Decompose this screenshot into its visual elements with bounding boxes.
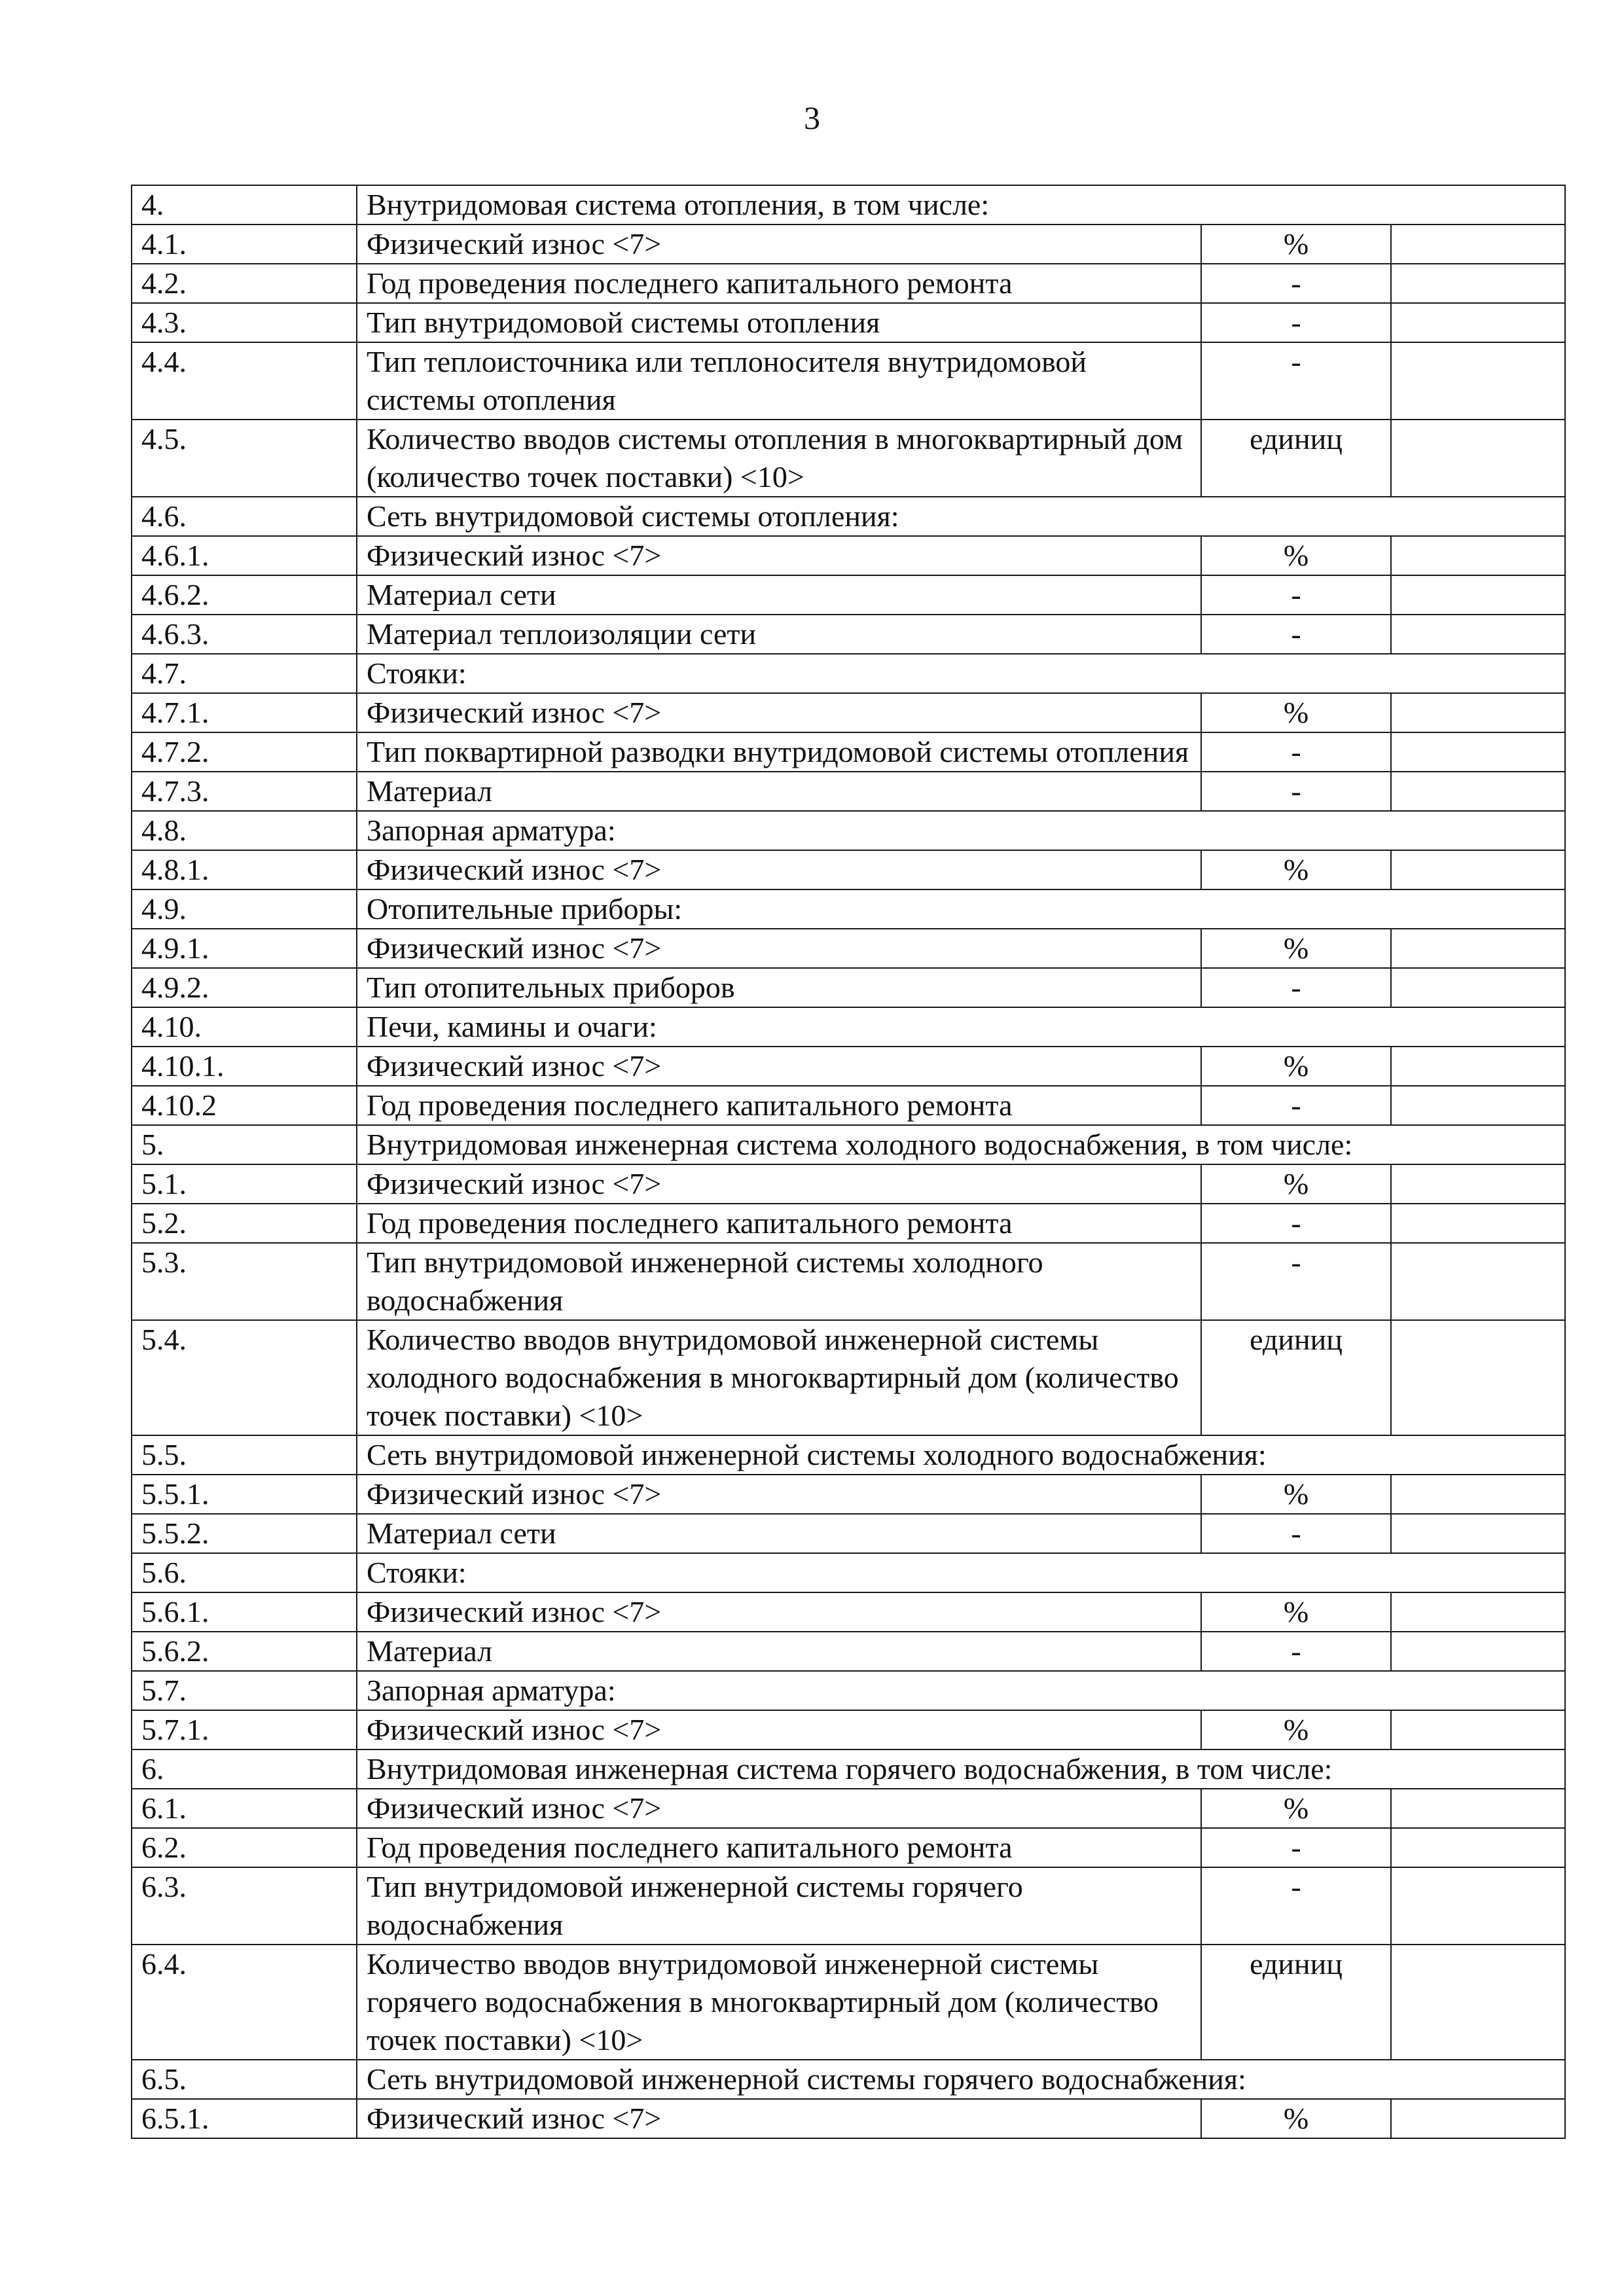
row-unit: единиц: [1201, 1945, 1391, 2060]
row-unit: %: [1201, 693, 1391, 732]
row-number: 4.6.: [132, 497, 357, 536]
row-name: Внутридомовая система отопления, в том числе:: [357, 185, 1565, 224]
row-name: Запорная арматура:: [357, 811, 1565, 850]
table-row: [132, 1867, 1565, 1945]
row-name: Год проведения последнего капитального ремонта: [357, 1828, 1201, 1867]
row-name: Запорная арматура:: [357, 1671, 1565, 1710]
row-value-field[interactable]: [1391, 1632, 1565, 1671]
table-row: [132, 1592, 1565, 1632]
row-name: Материал: [357, 772, 1201, 811]
row-value-field[interactable]: [1391, 224, 1565, 264]
row-number: 5.5.2.: [132, 1514, 357, 1553]
row-number: 5.4.: [132, 1320, 357, 1435]
row-value-field[interactable]: [1391, 1514, 1565, 1553]
row-number: 6.4.: [132, 1945, 357, 2060]
table-row: [132, 1204, 1565, 1243]
table-row: [132, 929, 1565, 968]
row-name: Материал сети: [357, 575, 1201, 615]
table-row: [132, 732, 1565, 772]
row-name: Физический износ <7>: [357, 536, 1201, 575]
table-section-row: [132, 654, 1565, 693]
row-value-field[interactable]: [1391, 575, 1565, 615]
row-name: Физический износ <7>: [357, 1475, 1201, 1514]
row-name: Материал теплоизоляции сети: [357, 615, 1201, 654]
table-section-row: [132, 1749, 1565, 1789]
row-number: 6.3.: [132, 1867, 357, 1945]
table-row: [132, 693, 1565, 732]
row-value-field[interactable]: [1391, 772, 1565, 811]
row-number: 4.4.: [132, 342, 357, 420]
row-name: Тип отопительных приборов: [357, 968, 1201, 1007]
row-number: 4.9.2.: [132, 968, 357, 1007]
row-name: Физический износ <7>: [357, 1710, 1201, 1749]
row-number: 4.1.: [132, 224, 357, 264]
row-name: Физический износ <7>: [357, 850, 1201, 889]
table-row: [132, 1047, 1565, 1086]
row-value-field[interactable]: [1391, 342, 1565, 420]
row-number: 5.3.: [132, 1243, 357, 1320]
table-row: [132, 968, 1565, 1007]
row-name: Физический износ <7>: [357, 1592, 1201, 1632]
row-number: 5.6.2.: [132, 1632, 357, 1671]
passport-table: [131, 185, 1566, 2139]
row-number: 4.2.: [132, 264, 357, 303]
table-row: [132, 536, 1565, 575]
row-unit: -: [1201, 1514, 1391, 1553]
row-value-field[interactable]: [1391, 1243, 1565, 1320]
row-unit: -: [1201, 264, 1391, 303]
table-section-row: [132, 497, 1565, 536]
table-row: [132, 1086, 1565, 1125]
row-value-field[interactable]: [1391, 1828, 1565, 1867]
table-section-row: [132, 2060, 1565, 2099]
row-name: Физический износ <7>: [357, 693, 1201, 732]
row-number: 4.8.1.: [132, 850, 357, 889]
table-section-row: [132, 1553, 1565, 1592]
table-row: [132, 850, 1565, 889]
row-name: Печи, камины и очаги:: [357, 1007, 1565, 1047]
table-row: [132, 1710, 1565, 1749]
row-name: Сеть внутридомовой системы отопления:: [357, 497, 1565, 536]
table-row: [132, 1320, 1565, 1435]
row-name: Сеть внутридомовой инженерной системы горячего водоснабжения:: [357, 2060, 1565, 2099]
row-name: Количество вводов внутридомовой инженерной системы горячего водоснабжения в многоквартирный дом (количество точек поставки) <10>: [357, 1945, 1201, 2060]
row-unit: -: [1201, 772, 1391, 811]
table-row: [132, 1789, 1565, 1828]
row-unit: %: [1201, 1789, 1391, 1828]
row-value-field[interactable]: [1391, 929, 1565, 968]
row-value-field[interactable]: [1391, 1867, 1565, 1945]
row-value-field[interactable]: [1391, 420, 1565, 497]
row-name: Материал сети: [357, 1514, 1201, 1553]
row-number: 4.7.: [132, 654, 357, 693]
row-name: Стояки:: [357, 654, 1565, 693]
row-name: Тип внутридомовой инженерной системы холодного водоснабжения: [357, 1243, 1201, 1320]
row-value-field[interactable]: [1391, 303, 1565, 342]
table-section-row: [132, 889, 1565, 929]
row-value-field[interactable]: [1391, 1320, 1565, 1435]
row-name: Сеть внутридомовой инженерной системы холодного водоснабжения:: [357, 1435, 1565, 1475]
row-name: Материал: [357, 1632, 1201, 1671]
table-section-row: [132, 1125, 1565, 1164]
table-row: [132, 1828, 1565, 1867]
page-number: 3: [804, 99, 820, 136]
row-value-field[interactable]: [1391, 615, 1565, 654]
table-row: [132, 772, 1565, 811]
row-value-field[interactable]: [1391, 2099, 1565, 2138]
row-name: Количество вводов внутридомовой инженерной системы холодного водоснабжения в многоквартирный дом (количество точек поставки) <10>: [357, 1320, 1201, 1435]
table-row: [132, 224, 1565, 264]
table-row: [132, 575, 1565, 615]
table-section-row: [132, 1007, 1565, 1047]
row-name: Стояки:: [357, 1553, 1565, 1592]
row-number: 4.8.: [132, 811, 357, 850]
row-number: 4.7.1.: [132, 693, 357, 732]
row-number: 6.: [132, 1749, 357, 1789]
row-number: 5.6.1.: [132, 1592, 357, 1632]
row-number: 5.7.: [132, 1671, 357, 1710]
row-number: 4.9.: [132, 889, 357, 929]
row-number: 6.5.1.: [132, 2099, 357, 2138]
table-section-row: [132, 811, 1565, 850]
row-value-field[interactable]: [1391, 1164, 1565, 1204]
row-unit: -: [1201, 1867, 1391, 1945]
row-unit: единиц: [1201, 1320, 1391, 1435]
row-unit: -: [1201, 1204, 1391, 1243]
row-unit: %: [1201, 1047, 1391, 1086]
row-value-field[interactable]: [1391, 1475, 1565, 1514]
row-unit: %: [1201, 2099, 1391, 2138]
row-unit: -: [1201, 1243, 1391, 1320]
row-number: 4.7.3.: [132, 772, 357, 811]
row-unit: %: [1201, 1592, 1391, 1632]
table-row: [132, 264, 1565, 303]
row-name: Год проведения последнего капитального ремонта: [357, 264, 1201, 303]
row-number: 5.5.1.: [132, 1475, 357, 1514]
row-unit: -: [1201, 615, 1391, 654]
row-value-field[interactable]: [1391, 1710, 1565, 1749]
row-unit: -: [1201, 575, 1391, 615]
row-number: 4.10.2: [132, 1086, 357, 1125]
row-unit: -: [1201, 1828, 1391, 1867]
row-value-field[interactable]: [1391, 1086, 1565, 1125]
table-section-row: [132, 185, 1565, 224]
table-row: [132, 1243, 1565, 1320]
table-section-row: [132, 1435, 1565, 1475]
table-row: [132, 615, 1565, 654]
row-number: 4.3.: [132, 303, 357, 342]
row-name: Физический износ <7>: [357, 1164, 1201, 1204]
table-section-row: [132, 1671, 1565, 1710]
row-value-field[interactable]: [1391, 693, 1565, 732]
row-name: Физический износ <7>: [357, 224, 1201, 264]
row-unit: -: [1201, 1632, 1391, 1671]
row-value-field[interactable]: [1391, 732, 1565, 772]
row-number: 4.6.1.: [132, 536, 357, 575]
row-number: 4.6.2.: [132, 575, 357, 615]
row-name: Тип теплоисточника или теплоносителя внутридомовой системы отопления: [357, 342, 1201, 420]
row-number: 5.2.: [132, 1204, 357, 1243]
row-name: Тип поквартирной разводки внутридомовой системы отопления: [357, 732, 1201, 772]
row-number: 5.1.: [132, 1164, 357, 1204]
row-name: Физический износ <7>: [357, 929, 1201, 968]
table-row: [132, 1945, 1565, 2060]
row-name: Физический износ <7>: [357, 2099, 1201, 2138]
row-number: 4.: [132, 185, 357, 224]
row-name: Внутридомовая инженерная система холодного водоснабжения, в том числе:: [357, 1125, 1565, 1164]
row-number: 4.10.1.: [132, 1047, 357, 1086]
table-row: [132, 1632, 1565, 1671]
row-name: Отопительные приборы:: [357, 889, 1565, 929]
row-unit: %: [1201, 929, 1391, 968]
row-name: Количество вводов системы отопления в многоквартирный дом (количество точек поставки) <10>: [357, 420, 1201, 497]
passport-table-body: [132, 185, 1565, 2138]
table-row: [132, 1164, 1565, 1204]
row-number: 4.9.1.: [132, 929, 357, 968]
row-number: 4.5.: [132, 420, 357, 497]
table-row: [132, 420, 1565, 497]
row-unit: %: [1201, 536, 1391, 575]
row-name: Тип внутридомовой инженерной системы горячего водоснабжения: [357, 1867, 1201, 1945]
row-value-field[interactable]: [1391, 850, 1565, 889]
row-number: 6.5.: [132, 2060, 357, 2099]
row-name: Год проведения последнего капитального ремонта: [357, 1086, 1201, 1125]
row-unit: единиц: [1201, 420, 1391, 497]
row-value-field[interactable]: [1391, 968, 1565, 1007]
table-row: [132, 1514, 1565, 1553]
row-value-field[interactable]: [1391, 1204, 1565, 1243]
row-number: 5.7.1.: [132, 1710, 357, 1749]
row-number: 4.7.2.: [132, 732, 357, 772]
row-unit: -: [1201, 732, 1391, 772]
row-unit: %: [1201, 224, 1391, 264]
row-value-field[interactable]: [1391, 536, 1565, 575]
row-unit: -: [1201, 968, 1391, 1007]
row-unit: -: [1201, 342, 1391, 420]
row-unit: %: [1201, 850, 1391, 889]
row-name: Год проведения последнего капитального ремонта: [357, 1204, 1201, 1243]
row-number: 6.1.: [132, 1789, 357, 1828]
row-value-field[interactable]: [1391, 264, 1565, 303]
table-row: [132, 303, 1565, 342]
row-unit: -: [1201, 1086, 1391, 1125]
row-unit: -: [1201, 303, 1391, 342]
row-value-field[interactable]: [1391, 1047, 1565, 1086]
table-row: [132, 2099, 1565, 2138]
row-unit: %: [1201, 1164, 1391, 1204]
row-unit: %: [1201, 1710, 1391, 1749]
row-number: 5.: [132, 1125, 357, 1164]
row-name: Тип внутридомовой системы отопления: [357, 303, 1201, 342]
row-value-field[interactable]: [1391, 1789, 1565, 1828]
row-number: 4.6.3.: [132, 615, 357, 654]
row-number: 6.2.: [132, 1828, 357, 1867]
table-row: [132, 342, 1565, 420]
row-number: 4.10.: [132, 1007, 357, 1047]
row-number: 5.5.: [132, 1435, 357, 1475]
row-number: 5.6.: [132, 1553, 357, 1592]
row-name: Внутридомовая инженерная система горячего водоснабжения, в том числе:: [357, 1749, 1565, 1789]
row-name: Физический износ <7>: [357, 1047, 1201, 1086]
table-row: [132, 1475, 1565, 1514]
row-unit: %: [1201, 1475, 1391, 1514]
row-name: Физический износ <7>: [357, 1789, 1201, 1828]
row-value-field[interactable]: [1391, 1592, 1565, 1632]
row-value-field[interactable]: [1391, 1945, 1565, 2060]
